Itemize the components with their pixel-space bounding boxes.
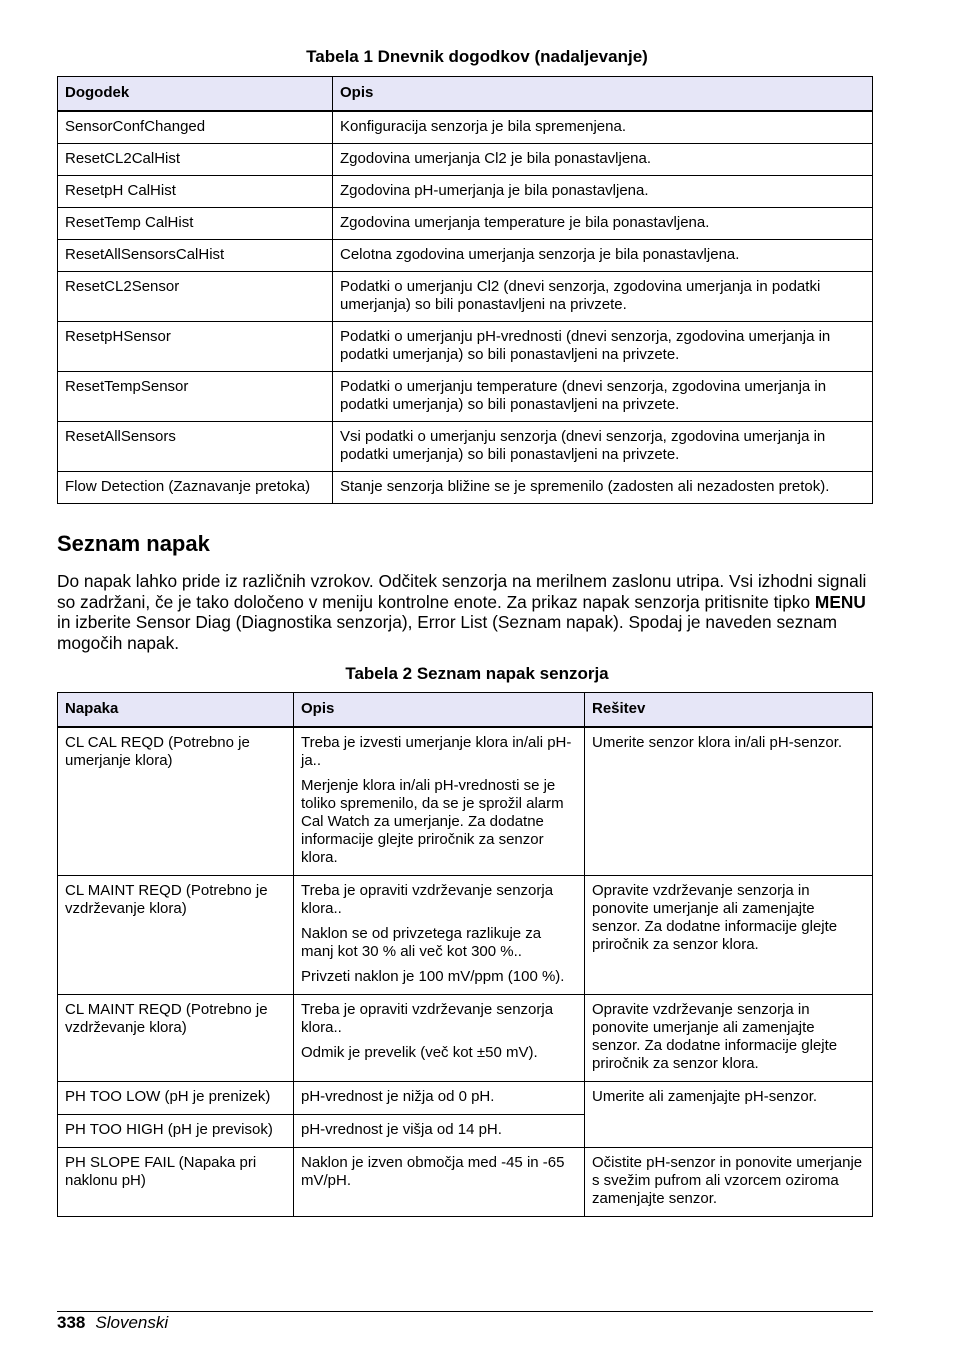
table1-header-event: Dogodek	[58, 77, 333, 112]
footer-language: Slovenski	[95, 1313, 169, 1332]
description-cell: Treba je opraviti vzdrževanje senzorja klora.. Naklon se od privzetega razlikuje za manj kot 30 % ali več kot 300 %.. Privzeti naklon je 100 mV/ppm (100 %).	[294, 876, 585, 995]
description-cell: Podatki o umerjanju temperature (dnevi senzorja, zgodovina umerjanja in podatki umerjanja) so bili ponastavljeni na privzete.	[333, 372, 873, 422]
event-log-table	[57, 76, 873, 504]
description-cell: Naklon je izven območja med -45 in -65 mV/pH.	[294, 1148, 585, 1217]
description-cell: pH-vrednost je nižja od 0 pH.	[294, 1082, 585, 1115]
table-row	[58, 472, 873, 504]
solution-cell: Opravite vzdrževanje senzorja in ponovite umerjanje ali zamenjajte senzor. Za dodatne informacije glejte priročnik za senzor klora.	[585, 995, 873, 1082]
event-cell: ResetpH CalHist	[58, 176, 333, 208]
table-row	[58, 1148, 873, 1217]
table-row	[58, 272, 873, 322]
description-cell: Vsi podatki o umerjanju senzorja (dnevi senzorja, zgodovina umerjanja in podatki umerjanja) so bili ponastavljeni na privzete.	[333, 422, 873, 472]
footer-divider	[57, 1311, 873, 1312]
description-cell: Zgodovina pH-umerjanja je bila ponastavljena.	[333, 176, 873, 208]
error-cell: CL MAINT REQD (Potrebno je vzdrževanje klora)	[58, 995, 294, 1082]
table2-caption: Tabela 2 Seznam napak senzorja	[345, 664, 609, 683]
event-cell: ResetCL2CalHist	[58, 144, 333, 176]
table-row	[58, 176, 873, 208]
event-cell: ResetpHSensor	[58, 322, 333, 372]
table1-caption: Tabela 1 Dnevnik dogodkov (nadaljevanje)	[306, 47, 648, 66]
event-cell: ResetTemp CalHist	[58, 208, 333, 240]
description-cell: Zgodovina umerjanja Cl2 je bila ponastavljena.	[333, 144, 873, 176]
table2-header-error: Napaka	[58, 693, 294, 728]
error-cell: PH SLOPE FAIL (Napaka pri naklonu pH)	[58, 1148, 294, 1217]
event-cell: Flow Detection (Zaznavanje pretoka)	[58, 472, 333, 504]
description-cell: Treba je izvesti umerjanje klora in/ali pH-ja.. Merjenje klora in/ali pH-vrednosti se je toliko spremenilo, da se je sprožil alarm Cal Watch za umerjanje. Za dodatne informacije glejte priročnik za senzor klora.	[294, 727, 585, 876]
description-cell: Zgodovina umerjanja temperature je bila ponastavljena.	[333, 208, 873, 240]
table-row	[58, 727, 873, 876]
table-row	[58, 372, 873, 422]
table-row	[58, 111, 873, 144]
section-heading: Seznam napak	[57, 531, 210, 556]
event-cell: SensorConfChanged	[58, 111, 333, 144]
description-cell: Treba je opraviti vzdrževanje senzorja klora.. Odmik je prevelik (več kot ±50 mV).	[294, 995, 585, 1082]
solution-cell: Umerite ali zamenjajte pH-senzor.	[585, 1082, 873, 1148]
table-row	[58, 322, 873, 372]
table1-header-description: Opis	[333, 77, 873, 112]
error-cell: CL CAL REQD (Potrebno je umerjanje klora)	[58, 727, 294, 876]
error-cell: CL MAINT REQD (Potrebno je vzdrževanje klora)	[58, 876, 294, 995]
table-row	[58, 144, 873, 176]
page-number: 338	[57, 1313, 86, 1332]
event-cell: ResetTempSensor	[58, 372, 333, 422]
table-row	[58, 995, 873, 1082]
description-cell: Stanje senzorja bližine se je spremenilo (zadosten ali nezadosten pretok).	[333, 472, 873, 504]
description-cell: Podatki o umerjanju pH-vrednosti (dnevi senzorja, zgodovina umerjanja in podatki umerjanja) so bili ponastavljeni na privzete.	[333, 322, 873, 372]
table-row	[58, 1082, 873, 1115]
menu-key-label: MENU	[814, 591, 866, 612]
error-cell: PH TOO HIGH (pH je previsok)	[58, 1115, 294, 1148]
table2-header-description: Opis	[294, 693, 585, 728]
description-cell: Celotna zgodovina umerjanja senzorja je bila ponastavljena.	[333, 240, 873, 272]
page-footer	[57, 1313, 168, 1333]
section-paragraph	[57, 571, 877, 653]
paragraph-text: Do napak lahko pride iz različnih vzrokov. Odčitek senzorja na merilnem zaslonu utripa. Vsi izhodni signali so zadržani, če je tako določeno v meniju kontrolne enote. Za prikaz napak senzorja pritisnite tipko	[57, 571, 867, 612]
table-row	[58, 422, 873, 472]
table2-header-solution: Rešitev	[585, 693, 873, 728]
table-row	[58, 208, 873, 240]
error-list-table	[57, 692, 873, 1217]
error-cell: PH TOO LOW (pH je prenizek)	[58, 1082, 294, 1115]
paragraph-text: in izberite Sensor Diag (Diagnostika senzorja), Error List (Seznam napak). Spodaj je naveden seznam mogočih napak.	[57, 612, 837, 653]
description-cell: pH-vrednost je višja od 14 pH.	[294, 1115, 585, 1148]
event-cell: ResetAllSensorsCalHist	[58, 240, 333, 272]
event-cell: ResetAllSensors	[58, 422, 333, 472]
solution-cell: Opravite vzdrževanje senzorja in ponovite umerjanje ali zamenjajte senzor. Za dodatne informacije glejte priročnik za senzor klora.	[585, 876, 873, 995]
description-cell: Podatki o umerjanju Cl2 (dnevi senzorja, zgodovina umerjanja in podatki umerjanja) so bili ponastavljeni na privzete.	[333, 272, 873, 322]
solution-cell: Umerite senzor klora in/ali pH-senzor.	[585, 727, 873, 876]
table-row	[58, 876, 873, 995]
description-cell: Konfiguracija senzorja je bila spremenjena.	[333, 111, 873, 144]
table-row	[58, 240, 873, 272]
solution-cell: Očistite pH-senzor in ponovite umerjanje s svežim pufrom ali vzorcem oziroma zamenjajte senzor.	[585, 1148, 873, 1217]
event-cell: ResetCL2Sensor	[58, 272, 333, 322]
